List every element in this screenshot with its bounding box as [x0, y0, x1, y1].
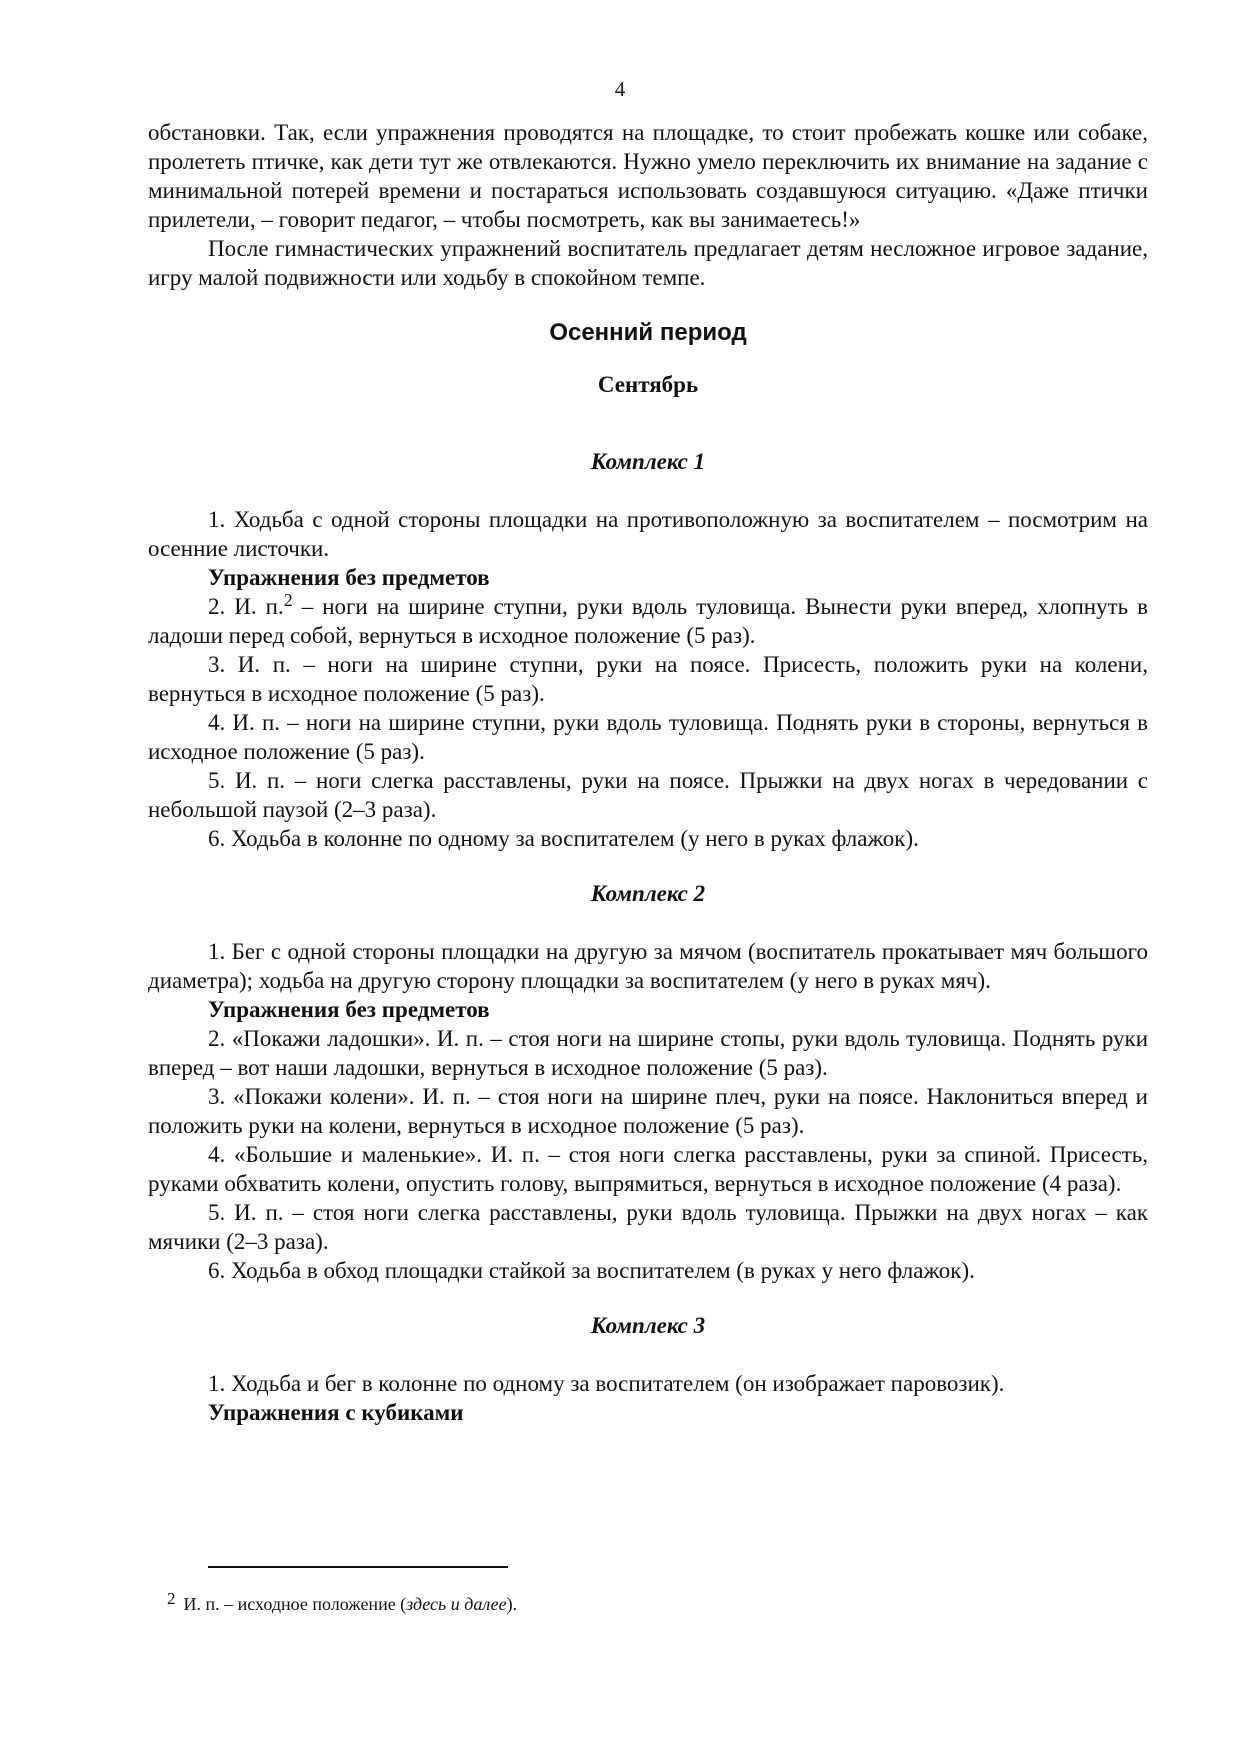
footnote-reference: 2	[283, 590, 293, 610]
complex-1-subheading: Упражнения без предметов	[208, 565, 490, 590]
complex-1-item-3: 3. И. п. – ноги на ширине ступни, руки на поясе. Присесть, положить руки на колени, вернуться в исходное положение (5 раз).	[148, 652, 1148, 706]
complex-3-title: Комплекс 3	[590, 1313, 706, 1338]
footnote-number: 2	[167, 1589, 176, 1608]
period-heading: Осенний период	[549, 319, 747, 346]
complex-1-item-5: 5. И. п. – ноги слегка расставлены, руки на поясе. Прыжки на двух ногах в чередовании с небольшой паузой (2–3 раза).	[148, 768, 1148, 822]
complex-3-subheading: Упражнения с кубиками	[208, 1400, 464, 1425]
complex-2-title: Комплекс 2	[590, 881, 706, 906]
intro-paragraph-2: После гимнастических упражнений воспитатель предлагает детям несложное игровое задание, игру малой подвижности или ходьбу в спокойном темпе.	[148, 236, 1148, 290]
complex-1-item-1: 1. Ходьба с одной стороны площадки на противоположную за воспитателем – посмотрим на осенние листочки.	[148, 507, 1148, 561]
intro-paragraph-1: обстановки. Так, если упражнения проводятся на площадке, то стоит пробежать кошке или собаке, пролететь птичке, как дети тут же отвлекаются. Нужно умело переключить их внимание на задание с минимальной потерей времени и постараться использовать создавшуюся ситуацию. «Даже птички прилетели, – говорит педагог, – чтобы посмотреть, как вы занимаетесь!»	[148, 120, 1148, 232]
complex-2-item-1: 1. Бег с одной стороны площадки на другую за мячом (воспитатель прокатывает мяч большого диаметра); ходьба на другую сторону площадки за воспитателем (у него в руках мяч).	[148, 939, 1148, 993]
complex-2-subheading: Упражнения без предметов	[208, 997, 490, 1022]
footnote	[167, 1588, 517, 1615]
complex-2-item-4: 4. «Большие и маленькие». И. п. – стоя ноги слегка расставлены, руки за спиной. Присесть, руками обхватить колени, опустить голову, выпрямиться, вернуться в исходное положение (4 раза).	[148, 1142, 1148, 1196]
complex-2-item-5: 5. И. п. – стоя ноги слегка расставлены, руки вдоль туловища. Прыжки на двух ногах – как мячики (2–3 раза).	[148, 1200, 1148, 1254]
footnote-text-start: И. п. – исходное положение (	[183, 1594, 407, 1614]
complex-2-item-2: 2. «Покажи ладошки». И. п. – стоя ноги на ширине стопы, руки вдоль туловища. Поднять руки вперед – вот наши ладошки, вернуться в исходное положение (5 раз).	[148, 1026, 1148, 1080]
item-2-start: 2. И. п.	[208, 594, 284, 619]
footnote-separator	[208, 1566, 508, 1568]
month-heading: Сентябрь	[597, 372, 699, 397]
complex-1-item-2	[148, 592, 1148, 650]
footnote-text-end: ).	[506, 1594, 518, 1614]
complex-3-item-1: 1. Ходьба и бег в колонне по одному за воспитателем (он изображает паровозик).	[208, 1371, 1005, 1396]
item-2-rest: – ноги на ширине ступни, руки вдоль туловища. Вынести руки вперед, хлопнуть в ладоши перед собой, вернуться в исходное положение (5 раз).	[148, 594, 1149, 648]
complex-1-item-4: 4. И. п. – ноги на ширине ступни, руки вдоль туловища. Поднять руки в стороны, вернуться в исходное положение (5 раз).	[148, 710, 1148, 764]
page-number: 4	[614, 77, 626, 101]
complex-1-item-6: 6. Ходьба в колонне по одному за воспитателем (у него в руках флажок).	[208, 826, 919, 851]
page-body	[148, 118, 1148, 1427]
complex-2-item-3: 3. «Покажи колени». И. п. – стоя ноги на ширине плеч, руки на поясе. Наклониться вперед и положить руки на колени, вернуться в исходное положение (5 раз).	[148, 1084, 1148, 1138]
complex-1-title: Комплекс 1	[590, 449, 706, 474]
complex-2-item-6: 6. Ходьба в обход площадки стайкой за воспитателем (в руках у него флажок).	[208, 1258, 975, 1283]
footnote-text-italic: здесь и далее	[406, 1594, 507, 1614]
